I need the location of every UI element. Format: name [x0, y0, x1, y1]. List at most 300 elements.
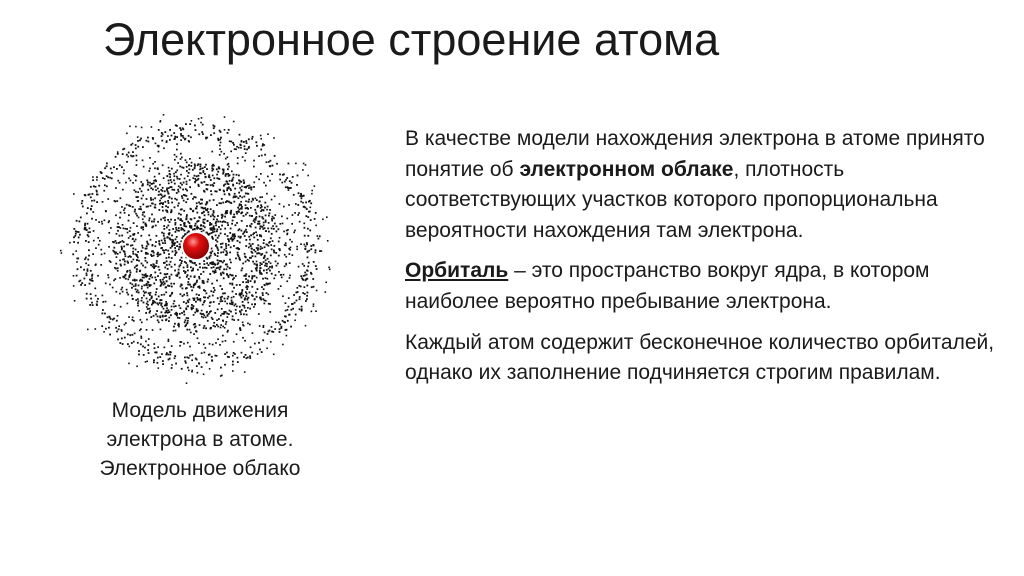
- cloud-dot: [168, 340, 170, 342]
- cloud-dot: [225, 254, 227, 256]
- cloud-dot: [136, 259, 138, 261]
- cloud-dot: [206, 168, 208, 170]
- cloud-dot: [219, 130, 221, 132]
- cloud-dot: [108, 327, 110, 329]
- cloud-dot: [175, 238, 177, 240]
- cloud-dot: [237, 240, 239, 242]
- cloud-dot: [95, 219, 97, 221]
- cloud-dot: [88, 236, 90, 238]
- cloud-dot: [171, 286, 173, 288]
- cloud-dot: [76, 258, 78, 260]
- cloud-dot: [180, 262, 182, 264]
- cloud-dot: [310, 245, 312, 247]
- cloud-dot: [166, 264, 168, 266]
- cloud-dot: [198, 362, 200, 364]
- cloud-dot: [209, 177, 211, 179]
- cloud-dot: [144, 216, 146, 218]
- cloud-dot: [147, 182, 149, 184]
- cloud-dot: [125, 322, 127, 324]
- cloud-dot: [173, 283, 175, 285]
- cloud-dot: [195, 197, 197, 199]
- content-text: [405, 124, 1005, 399]
- cloud-dot: [121, 206, 123, 208]
- cloud-dot: [145, 341, 147, 343]
- cloud-dot: [217, 171, 219, 173]
- cloud-dot: [250, 226, 252, 228]
- cloud-dot: [259, 196, 261, 198]
- cloud-dot: [84, 228, 86, 230]
- cloud-dot: [122, 259, 124, 261]
- cloud-dot: [306, 285, 308, 287]
- cloud-dot: [261, 216, 263, 218]
- cloud-dot: [121, 235, 123, 237]
- cloud-dot: [210, 134, 212, 136]
- cloud-dot: [187, 367, 189, 369]
- cloud-dot: [137, 191, 139, 193]
- cloud-dot: [216, 267, 218, 269]
- cloud-dot: [107, 198, 109, 200]
- cloud-dot: [228, 313, 230, 315]
- cloud-dot: [254, 221, 256, 223]
- cloud-dot: [272, 216, 274, 218]
- cloud-dot: [205, 209, 207, 211]
- cloud-dot: [155, 294, 157, 296]
- cloud-dot: [212, 175, 214, 177]
- cloud-dot: [218, 303, 220, 305]
- cloud-dot: [127, 279, 129, 281]
- cloud-dot: [274, 155, 276, 157]
- cloud-dot: [267, 206, 269, 208]
- cloud-dot: [198, 294, 200, 296]
- cloud-dot: [263, 261, 265, 263]
- cloud-dot: [165, 205, 167, 207]
- cloud-dot: [156, 288, 158, 290]
- cloud-dot: [233, 319, 235, 321]
- cloud-dot: [169, 129, 171, 131]
- cloud-dot: [211, 236, 213, 238]
- cloud-dot: [148, 170, 150, 172]
- cloud-dot: [244, 235, 246, 237]
- cloud-dot: [133, 222, 135, 224]
- cloud-dot: [157, 304, 159, 306]
- cloud-dot: [192, 177, 194, 179]
- cloud-dot: [117, 253, 119, 255]
- cloud-dot: [223, 190, 225, 192]
- cloud-dot: [213, 177, 215, 179]
- cloud-dot: [230, 212, 232, 214]
- cloud-dot: [217, 326, 219, 328]
- cloud-dot: [197, 372, 199, 374]
- cloud-dot: [293, 194, 295, 196]
- cloud-dot: [243, 356, 245, 358]
- cloud-dot: [204, 166, 206, 168]
- cloud-dot: [110, 168, 112, 170]
- cloud-dot: [189, 179, 191, 181]
- cloud-dot: [123, 209, 125, 211]
- cloud-dot: [310, 272, 312, 274]
- cloud-dot: [301, 310, 303, 312]
- cloud-dot: [149, 308, 151, 310]
- cloud-dot: [120, 212, 122, 214]
- cloud-dot: [229, 259, 231, 261]
- cloud-dot: [102, 313, 104, 315]
- cloud-dot: [296, 300, 298, 302]
- cloud-dot: [254, 343, 256, 345]
- cloud-dot: [194, 284, 196, 286]
- cloud-dot: [189, 355, 191, 357]
- cloud-dot: [246, 285, 248, 287]
- cloud-dot: [196, 294, 198, 296]
- cloud-dot: [114, 267, 116, 269]
- cloud-dot: [289, 180, 291, 182]
- cloud-dot: [142, 214, 144, 216]
- cloud-dot: [98, 185, 100, 187]
- cloud-dot: [134, 174, 136, 176]
- cloud-dot: [138, 354, 140, 356]
- cloud-dot: [283, 274, 285, 276]
- cloud-dot: [278, 322, 280, 324]
- cloud-dot: [226, 250, 228, 252]
- cloud-dot: [297, 287, 299, 289]
- cloud-dot: [193, 299, 195, 301]
- cloud-dot: [83, 269, 85, 271]
- cloud-dot: [147, 137, 149, 139]
- cloud-dot: [192, 210, 194, 212]
- cloud-dot: [105, 328, 107, 330]
- cloud-dot: [132, 206, 134, 208]
- cloud-dot: [232, 178, 234, 180]
- cloud-dot: [176, 156, 178, 158]
- cloud-dot: [259, 216, 261, 218]
- cloud-dot: [122, 189, 124, 191]
- cloud-dot: [245, 273, 247, 275]
- cloud-dot: [142, 346, 144, 348]
- cloud-dot: [154, 245, 156, 247]
- cloud-dot: [163, 235, 165, 237]
- cloud-dot: [196, 202, 198, 204]
- cloud-dot: [288, 204, 290, 206]
- cloud-dot: [236, 146, 238, 148]
- cloud-dot: [157, 255, 159, 257]
- cloud-dot: [256, 269, 258, 271]
- cloud-dot: [104, 313, 106, 315]
- cloud-dot: [138, 208, 140, 210]
- cloud-dot: [249, 185, 251, 187]
- cloud-dot: [218, 226, 220, 228]
- cloud-dot: [247, 307, 249, 309]
- cloud-dot: [146, 140, 148, 142]
- cloud-dot: [279, 237, 281, 239]
- cloud-dot: [131, 342, 133, 344]
- cloud-dot: [163, 114, 165, 116]
- cloud-dot: [182, 135, 184, 137]
- cloud-dot: [104, 184, 106, 186]
- cloud-dot: [151, 221, 153, 223]
- cloud-dot: [152, 138, 154, 140]
- cloud-dot: [101, 325, 103, 327]
- cloud-dot: [267, 133, 269, 135]
- cloud-dot: [237, 254, 239, 256]
- cloud-dot: [203, 181, 205, 183]
- cloud-dot: [300, 195, 302, 197]
- cloud-dot: [98, 244, 100, 246]
- cloud-dot: [131, 295, 133, 297]
- cloud-dot: [200, 164, 202, 166]
- cloud-dot: [128, 316, 130, 318]
- cloud-dot: [284, 254, 286, 256]
- cloud-dot: [211, 250, 213, 252]
- cloud-dot: [253, 237, 255, 239]
- cloud-dot: [154, 272, 156, 274]
- cloud-dot: [129, 126, 131, 128]
- cloud-dot: [266, 263, 268, 265]
- cloud-dot: [139, 330, 141, 332]
- cloud-dot: [228, 129, 230, 131]
- cloud-dot: [166, 140, 168, 142]
- cloud-dot: [180, 214, 182, 216]
- cloud-dot: [316, 268, 318, 270]
- cloud-dot: [251, 278, 253, 280]
- cloud-dot: [77, 242, 79, 244]
- cloud-dot: [199, 263, 201, 265]
- cloud-dot: [178, 248, 180, 250]
- cloud-dot: [242, 322, 244, 324]
- cloud-dot: [259, 325, 261, 327]
- cloud-dot: [196, 365, 198, 367]
- cloud-dot: [267, 228, 269, 230]
- cloud-dot: [90, 196, 92, 198]
- cloud-dot: [219, 268, 221, 270]
- cloud-dot: [190, 165, 192, 167]
- cloud-dot: [105, 283, 107, 285]
- cloud-dot: [275, 274, 277, 276]
- cloud-dot: [147, 304, 149, 306]
- cloud-dot: [167, 175, 169, 177]
- cloud-dot: [302, 202, 304, 204]
- cloud-dot: [102, 301, 104, 303]
- cloud-dot: [109, 177, 111, 179]
- cloud-dot: [213, 291, 215, 293]
- cloud-dot: [196, 297, 198, 299]
- cloud-dot: [169, 173, 171, 175]
- cloud-dot: [253, 166, 255, 168]
- cloud-dot: [250, 280, 252, 282]
- cloud-dot: [220, 228, 222, 230]
- cloud-dot: [153, 255, 155, 257]
- cloud-dot: [107, 316, 109, 318]
- cloud-dot: [212, 214, 214, 216]
- cloud-dot: [186, 287, 188, 289]
- cloud-dot: [103, 331, 105, 333]
- cloud-dot: [233, 296, 235, 298]
- cloud-dot: [203, 315, 205, 317]
- cloud-dot: [135, 144, 137, 146]
- cloud-dot: [122, 240, 124, 242]
- cloud-dot: [100, 249, 102, 251]
- cloud-dot: [245, 310, 247, 312]
- cloud-dot: [170, 219, 172, 221]
- cloud-dot: [225, 213, 227, 215]
- term-electron-cloud: электронном облаке: [519, 157, 734, 181]
- cloud-dot: [248, 138, 250, 140]
- cloud-dot: [190, 276, 192, 278]
- cloud-dot: [319, 235, 321, 237]
- cloud-dot: [168, 317, 170, 319]
- cloud-dot: [124, 264, 126, 266]
- cloud-dot: [164, 262, 166, 264]
- cloud-dot: [307, 292, 309, 294]
- cloud-dot: [271, 220, 273, 222]
- cloud-dot: [149, 168, 151, 170]
- cloud-dot: [128, 205, 130, 207]
- cloud-dot: [258, 179, 260, 181]
- cloud-dot: [137, 136, 139, 138]
- cloud-dot: [152, 183, 154, 185]
- cloud-dot: [230, 151, 232, 153]
- cloud-dot: [269, 303, 271, 305]
- cloud-dot: [164, 305, 166, 307]
- cloud-dot: [153, 283, 155, 285]
- cloud-dot: [143, 291, 145, 293]
- cloud-dot: [151, 297, 153, 299]
- cloud-dot: [86, 273, 88, 275]
- cloud-dot: [167, 200, 169, 202]
- cloud-dot: [181, 184, 183, 186]
- cloud-dot: [268, 331, 270, 333]
- cloud-dot: [231, 302, 233, 304]
- cloud-dot: [209, 262, 211, 264]
- cloud-dot: [203, 282, 205, 284]
- cloud-dot: [282, 223, 284, 225]
- cloud-dot: [146, 241, 148, 243]
- cloud-dot: [196, 226, 198, 228]
- cloud-dot: [140, 235, 142, 237]
- cloud-dot: [137, 146, 139, 148]
- cloud-dot: [116, 320, 118, 322]
- cloud-dot: [175, 305, 177, 307]
- cloud-dot: [185, 201, 187, 203]
- cloud-dot: [254, 209, 256, 211]
- cloud-dot: [217, 309, 219, 311]
- cloud-dot: [190, 332, 192, 334]
- cloud-dot: [148, 282, 150, 284]
- cloud-dot: [249, 324, 251, 326]
- cloud-dot: [169, 278, 171, 280]
- cloud-dot: [121, 166, 123, 168]
- cloud-dot: [209, 343, 211, 345]
- cloud-dot: [153, 267, 155, 269]
- cloud-dot: [276, 163, 278, 165]
- cloud-dot: [201, 182, 203, 184]
- cloud-dot: [230, 238, 232, 240]
- cloud-dot: [210, 190, 212, 192]
- cloud-dot: [242, 295, 244, 297]
- cloud-dot: [147, 184, 149, 186]
- cloud-dot: [294, 320, 296, 322]
- cloud-dot: [166, 280, 168, 282]
- cloud-dot: [186, 382, 188, 384]
- cloud-dot: [267, 258, 269, 260]
- cloud-dot: [278, 271, 280, 273]
- cloud-dot: [270, 341, 272, 343]
- cloud-dot: [242, 305, 244, 307]
- cloud-dot: [224, 292, 226, 294]
- cloud-dot: [315, 249, 317, 251]
- cloud-dot: [124, 207, 126, 209]
- cloud-dot: [220, 252, 222, 254]
- cloud-dot: [289, 253, 291, 255]
- cloud-dot: [157, 346, 159, 348]
- cloud-dot: [220, 315, 222, 317]
- cloud-dot: [227, 298, 229, 300]
- cloud-dot: [153, 180, 155, 182]
- cloud-dot: [239, 134, 241, 136]
- cloud-dot: [217, 259, 219, 261]
- cloud-dot: [187, 317, 189, 319]
- cloud-dot: [200, 300, 202, 302]
- cloud-dot: [267, 278, 269, 280]
- cloud-dot: [116, 168, 118, 170]
- cloud-dot: [130, 282, 132, 284]
- cloud-dot: [301, 306, 303, 308]
- cloud-dot: [104, 253, 106, 255]
- cloud-dot: [186, 183, 188, 185]
- cloud-dot: [274, 223, 276, 225]
- cloud-dot: [161, 311, 163, 313]
- cloud-dot: [179, 243, 181, 245]
- cloud-dot: [200, 166, 202, 168]
- cloud-dot: [255, 141, 257, 143]
- cloud-dot: [187, 320, 189, 322]
- cloud-dot: [216, 319, 218, 321]
- cloud-dot: [126, 204, 128, 206]
- cloud-dot: [255, 251, 257, 253]
- cloud-dot: [122, 153, 124, 155]
- cloud-dot: [217, 263, 219, 265]
- cloud-dot: [200, 313, 202, 315]
- cloud-dot: [235, 312, 237, 314]
- cloud-dot: [207, 315, 209, 317]
- cloud-dot: [191, 370, 193, 372]
- cloud-dot: [178, 230, 180, 232]
- cloud-dot: [132, 334, 134, 336]
- cloud-dot: [164, 283, 166, 285]
- cloud-dot: [271, 267, 273, 269]
- cloud-dot: [137, 200, 139, 202]
- cloud-dot: [229, 180, 231, 182]
- cloud-dot: [196, 212, 198, 214]
- cloud-dot: [227, 132, 229, 134]
- cloud-dot: [266, 272, 268, 274]
- cloud-dot: [252, 255, 254, 257]
- cloud-dot: [232, 355, 234, 357]
- cloud-dot: [221, 308, 223, 310]
- cloud-dot: [197, 179, 199, 181]
- cloud-dot: [81, 200, 83, 202]
- cloud-dot: [149, 285, 151, 287]
- cloud-dot: [160, 329, 162, 331]
- cloud-dot: [139, 139, 141, 141]
- cloud-dot: [165, 249, 167, 251]
- cloud-dot: [228, 163, 230, 165]
- cloud-dot: [214, 326, 216, 328]
- cloud-dot: [90, 298, 92, 300]
- cloud-dot: [267, 333, 269, 335]
- cloud-dot: [147, 308, 149, 310]
- cloud-dot: [209, 200, 211, 202]
- cloud-dot: [132, 238, 134, 240]
- cloud-dot: [287, 186, 289, 188]
